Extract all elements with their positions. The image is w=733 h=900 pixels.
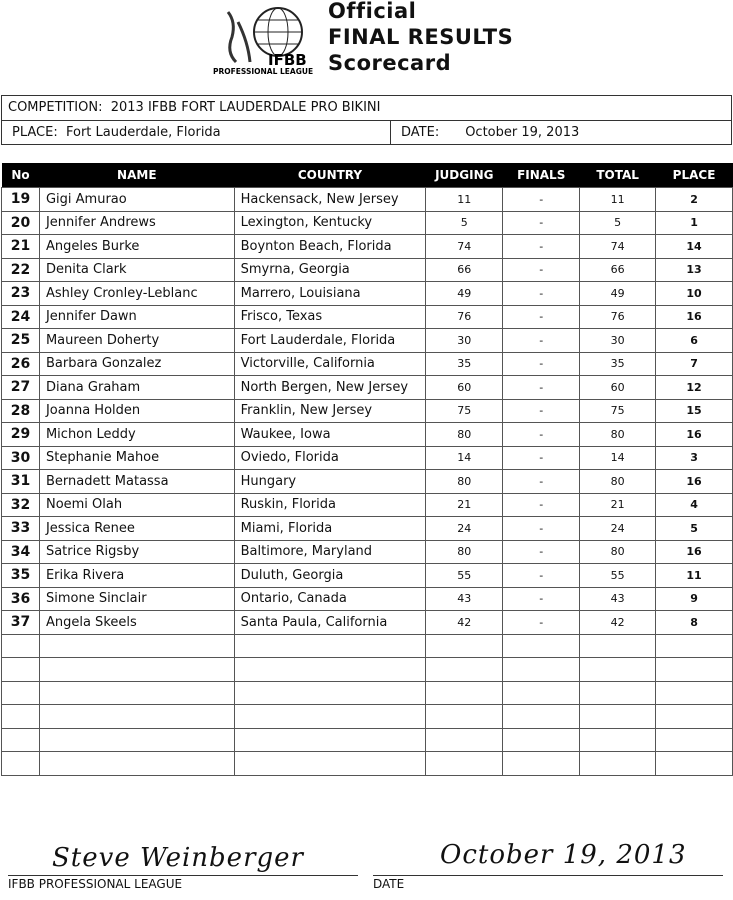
competitor-name: Michon Leddy bbox=[39, 423, 234, 447]
competitor-name: Joanna Holden bbox=[39, 399, 234, 423]
empty-cell bbox=[426, 752, 503, 776]
ifbb-logo bbox=[208, 2, 318, 76]
competitor-location: Hackensack, New Jersey bbox=[234, 188, 426, 212]
table-row bbox=[2, 329, 733, 353]
empty-cell bbox=[39, 728, 234, 752]
place-value: Fort Lauderdale, Florida bbox=[65, 125, 221, 140]
row-number: 26 bbox=[2, 352, 40, 376]
finals-score: - bbox=[503, 211, 580, 235]
total-score: 80 bbox=[580, 470, 656, 494]
final-place: 1 bbox=[656, 211, 733, 235]
empty-cell bbox=[426, 634, 503, 658]
total-score: 30 bbox=[580, 329, 656, 353]
empty-cell bbox=[39, 658, 234, 682]
empty-cell bbox=[656, 728, 733, 752]
final-place: 8 bbox=[656, 611, 733, 635]
empty-cell bbox=[580, 634, 656, 658]
empty-cell bbox=[503, 681, 580, 705]
handwritten-date: October 19, 2013 bbox=[440, 840, 687, 870]
empty-cell bbox=[2, 728, 40, 752]
judging-score: 60 bbox=[426, 376, 503, 400]
final-place: 12 bbox=[656, 376, 733, 400]
title-line: Official bbox=[328, 0, 417, 23]
empty-cell bbox=[2, 681, 40, 705]
table-row bbox=[2, 235, 733, 259]
judging-score: 80 bbox=[426, 470, 503, 494]
judging-score: 80 bbox=[426, 540, 503, 564]
total-score: 49 bbox=[580, 282, 656, 306]
competitor-name: Simone Sinclair bbox=[39, 587, 234, 611]
competitor-name: Maureen Doherty bbox=[39, 329, 234, 353]
competitor-name: Bernadett Matassa bbox=[39, 470, 234, 494]
competitor-location: Marrero, Louisiana bbox=[234, 282, 426, 306]
final-place: 2 bbox=[656, 188, 733, 212]
finals-score: - bbox=[503, 423, 580, 447]
empty-cell bbox=[580, 728, 656, 752]
final-place: 13 bbox=[656, 258, 733, 282]
total-score: 80 bbox=[580, 540, 656, 564]
empty-cell bbox=[2, 705, 40, 729]
table-row bbox=[2, 305, 733, 329]
total-score: 11 bbox=[580, 188, 656, 212]
finals-score: - bbox=[503, 282, 580, 306]
table-row bbox=[2, 188, 733, 212]
judging-score: 80 bbox=[426, 423, 503, 447]
judging-score: 42 bbox=[426, 611, 503, 635]
final-place: 16 bbox=[656, 423, 733, 447]
competitor-location: Franklin, New Jersey bbox=[234, 399, 426, 423]
competitor-name: Jennifer Andrews bbox=[39, 211, 234, 235]
row-number: 25 bbox=[2, 329, 40, 353]
table-row bbox=[2, 258, 733, 282]
empty-cell bbox=[234, 728, 426, 752]
competitor-location: Baltimore, Maryland bbox=[234, 540, 426, 564]
total-score: 80 bbox=[580, 423, 656, 447]
competitor-location: Fort Lauderdale, Florida bbox=[234, 329, 426, 353]
title-line: Scorecard bbox=[328, 51, 452, 75]
judging-score: 11 bbox=[426, 188, 503, 212]
table-row bbox=[2, 376, 733, 400]
final-place: 16 bbox=[656, 470, 733, 494]
date-footer-label: DATE bbox=[373, 877, 405, 891]
document-title bbox=[328, 0, 513, 76]
empty-cell bbox=[580, 658, 656, 682]
signature-label: IFBB PROFESSIONAL LEAGUE bbox=[8, 877, 183, 891]
competitor-name: Angeles Burke bbox=[39, 235, 234, 259]
empty-cell bbox=[2, 634, 40, 658]
competitor-location: Waukee, Iowa bbox=[234, 423, 426, 447]
competitor-name: Denita Clark bbox=[39, 258, 234, 282]
total-score: 43 bbox=[580, 587, 656, 611]
competitor-location: North Bergen, New Jersey bbox=[234, 376, 426, 400]
competitor-name: Gigi Amurao bbox=[39, 188, 234, 212]
empty-cell bbox=[234, 705, 426, 729]
row-number: 21 bbox=[2, 235, 40, 259]
competitor-location: Miami, Florida bbox=[234, 517, 426, 541]
final-place: 11 bbox=[656, 564, 733, 588]
competitor-location: Smyrna, Georgia bbox=[234, 258, 426, 282]
empty-cell bbox=[656, 658, 733, 682]
competitor-name: Ashley Cronley-Leblanc bbox=[39, 282, 234, 306]
judging-score: 21 bbox=[426, 493, 503, 517]
table-row bbox=[2, 282, 733, 306]
finals-score: - bbox=[503, 611, 580, 635]
empty-cell bbox=[234, 658, 426, 682]
finals-score: - bbox=[503, 399, 580, 423]
table-row bbox=[2, 587, 733, 611]
finals-score: - bbox=[503, 188, 580, 212]
total-score: 66 bbox=[580, 258, 656, 282]
empty-row bbox=[2, 681, 733, 705]
judging-score: 75 bbox=[426, 399, 503, 423]
empty-cell bbox=[39, 681, 234, 705]
table-row bbox=[2, 611, 733, 635]
finals-score: - bbox=[503, 517, 580, 541]
final-place: 7 bbox=[656, 352, 733, 376]
total-score: 24 bbox=[580, 517, 656, 541]
judging-score: 74 bbox=[426, 235, 503, 259]
competition-info bbox=[1, 95, 732, 145]
competitor-name: Noemi Olah bbox=[39, 493, 234, 517]
table-row bbox=[2, 423, 733, 447]
empty-cell bbox=[2, 658, 40, 682]
empty-cell bbox=[39, 705, 234, 729]
row-number: 34 bbox=[2, 540, 40, 564]
column-header: COUNTRY bbox=[234, 163, 426, 188]
finals-score: - bbox=[503, 587, 580, 611]
finals-score: - bbox=[503, 305, 580, 329]
total-score: 60 bbox=[580, 376, 656, 400]
competitor-name: Erika Rivera bbox=[39, 564, 234, 588]
column-header: PLACE bbox=[656, 163, 733, 188]
judging-score: 49 bbox=[426, 282, 503, 306]
empty-cell bbox=[580, 705, 656, 729]
results-table bbox=[1, 163, 733, 776]
total-score: 74 bbox=[580, 235, 656, 259]
table-row bbox=[2, 493, 733, 517]
table-row bbox=[2, 211, 733, 235]
date-line bbox=[373, 875, 723, 876]
row-number: 19 bbox=[2, 188, 40, 212]
finals-score: - bbox=[503, 376, 580, 400]
row-number: 30 bbox=[2, 446, 40, 470]
final-place: 16 bbox=[656, 540, 733, 564]
title-line: FINAL RESULTS bbox=[328, 25, 514, 49]
empty-cell bbox=[39, 634, 234, 658]
total-score: 55 bbox=[580, 564, 656, 588]
column-header: JUDGING bbox=[426, 163, 503, 188]
column-header: No bbox=[2, 163, 40, 188]
row-number: 32 bbox=[2, 493, 40, 517]
competitor-name: Satrice Rigsby bbox=[39, 540, 234, 564]
empty-cell bbox=[39, 752, 234, 776]
judging-score: 43 bbox=[426, 587, 503, 611]
competitor-name: Angela Skeels bbox=[39, 611, 234, 635]
table-row bbox=[2, 352, 733, 376]
empty-cell bbox=[656, 634, 733, 658]
empty-row bbox=[2, 728, 733, 752]
competitor-location: Ontario, Canada bbox=[234, 587, 426, 611]
competitor-location: Ruskin, Florida bbox=[234, 493, 426, 517]
finals-score: - bbox=[503, 352, 580, 376]
row-number: 22 bbox=[2, 258, 40, 282]
table-row bbox=[2, 399, 733, 423]
empty-cell bbox=[2, 752, 40, 776]
row-number: 37 bbox=[2, 611, 40, 635]
column-header: FINALS bbox=[503, 163, 580, 188]
empty-cell bbox=[503, 658, 580, 682]
column-header: TOTAL bbox=[580, 163, 656, 188]
finals-score: - bbox=[503, 564, 580, 588]
row-number: 23 bbox=[2, 282, 40, 306]
final-place: 6 bbox=[656, 329, 733, 353]
row-number: 20 bbox=[2, 211, 40, 235]
empty-cell bbox=[234, 752, 426, 776]
signature-line bbox=[8, 875, 358, 876]
table-row bbox=[2, 446, 733, 470]
table-row bbox=[2, 564, 733, 588]
empty-row bbox=[2, 634, 733, 658]
row-number: 35 bbox=[2, 564, 40, 588]
finals-score: - bbox=[503, 493, 580, 517]
total-score: 21 bbox=[580, 493, 656, 517]
final-place: 9 bbox=[656, 587, 733, 611]
empty-row bbox=[2, 658, 733, 682]
total-score: 35 bbox=[580, 352, 656, 376]
final-place: 16 bbox=[656, 305, 733, 329]
finals-score: - bbox=[503, 540, 580, 564]
finals-score: - bbox=[503, 446, 580, 470]
row-number: 36 bbox=[2, 587, 40, 611]
empty-cell bbox=[234, 681, 426, 705]
table-row bbox=[2, 517, 733, 541]
empty-cell bbox=[503, 752, 580, 776]
row-number: 33 bbox=[2, 517, 40, 541]
competitor-location: Boynton Beach, Florida bbox=[234, 235, 426, 259]
svg-text:PROFESSIONAL LEAGUE: PROFESSIONAL LEAGUE bbox=[213, 67, 314, 76]
row-number: 24 bbox=[2, 305, 40, 329]
total-score: 76 bbox=[580, 305, 656, 329]
empty-cell bbox=[656, 681, 733, 705]
competitor-name: Jennifer Dawn bbox=[39, 305, 234, 329]
competitor-name: Diana Graham bbox=[39, 376, 234, 400]
empty-row bbox=[2, 705, 733, 729]
empty-cell bbox=[580, 681, 656, 705]
competition-label: COMPETITION: bbox=[8, 100, 103, 115]
row-number: 29 bbox=[2, 423, 40, 447]
empty-cell bbox=[426, 728, 503, 752]
judging-score: 55 bbox=[426, 564, 503, 588]
competitor-location: Hungary bbox=[234, 470, 426, 494]
final-place: 10 bbox=[656, 282, 733, 306]
row-number: 28 bbox=[2, 399, 40, 423]
total-score: 75 bbox=[580, 399, 656, 423]
competition-name: 2013 IFBB FORT LAUDERDALE PRO BIKINI bbox=[110, 100, 381, 115]
empty-row bbox=[2, 752, 733, 776]
judging-score: 30 bbox=[426, 329, 503, 353]
column-header: NAME bbox=[39, 163, 234, 188]
finals-score: - bbox=[503, 470, 580, 494]
empty-cell bbox=[656, 705, 733, 729]
competitor-location: Santa Paula, California bbox=[234, 611, 426, 635]
total-score: 42 bbox=[580, 611, 656, 635]
empty-cell bbox=[234, 634, 426, 658]
competitor-location: Frisco, Texas bbox=[234, 305, 426, 329]
final-place: 3 bbox=[656, 446, 733, 470]
table-row bbox=[2, 470, 733, 494]
empty-cell bbox=[426, 705, 503, 729]
judging-score: 76 bbox=[426, 305, 503, 329]
final-place: 14 bbox=[656, 235, 733, 259]
competitor-location: Victorville, California bbox=[234, 352, 426, 376]
judging-score: 66 bbox=[426, 258, 503, 282]
empty-cell bbox=[426, 681, 503, 705]
competitor-location: Lexington, Kentucky bbox=[234, 211, 426, 235]
competitor-name: Barbara Gonzalez bbox=[39, 352, 234, 376]
finals-score: - bbox=[503, 258, 580, 282]
competitor-location: Oviedo, Florida bbox=[234, 446, 426, 470]
final-place: 5 bbox=[656, 517, 733, 541]
date-label: DATE: bbox=[401, 125, 440, 140]
competitor-name: Stephanie Mahoe bbox=[39, 446, 234, 470]
competitor-location: Duluth, Georgia bbox=[234, 564, 426, 588]
signature: Steve Weinberger bbox=[52, 843, 304, 873]
finals-score: - bbox=[503, 329, 580, 353]
empty-cell bbox=[503, 728, 580, 752]
judging-score: 24 bbox=[426, 517, 503, 541]
table-row bbox=[2, 540, 733, 564]
row-number: 31 bbox=[2, 470, 40, 494]
empty-cell bbox=[580, 752, 656, 776]
final-place: 4 bbox=[656, 493, 733, 517]
empty-cell bbox=[426, 658, 503, 682]
svg-text:IFBB: IFBB bbox=[268, 51, 307, 69]
judging-score: 35 bbox=[426, 352, 503, 376]
empty-cell bbox=[503, 634, 580, 658]
row-number: 27 bbox=[2, 376, 40, 400]
date-value: October 19, 2013 bbox=[465, 125, 580, 140]
judging-score: 5 bbox=[426, 211, 503, 235]
place-label: PLACE: bbox=[12, 125, 58, 140]
total-score: 5 bbox=[580, 211, 656, 235]
empty-cell bbox=[503, 705, 580, 729]
empty-cell bbox=[656, 752, 733, 776]
judging-score: 14 bbox=[426, 446, 503, 470]
competitor-name: Jessica Renee bbox=[39, 517, 234, 541]
finals-score: - bbox=[503, 235, 580, 259]
total-score: 14 bbox=[580, 446, 656, 470]
final-place: 15 bbox=[656, 399, 733, 423]
